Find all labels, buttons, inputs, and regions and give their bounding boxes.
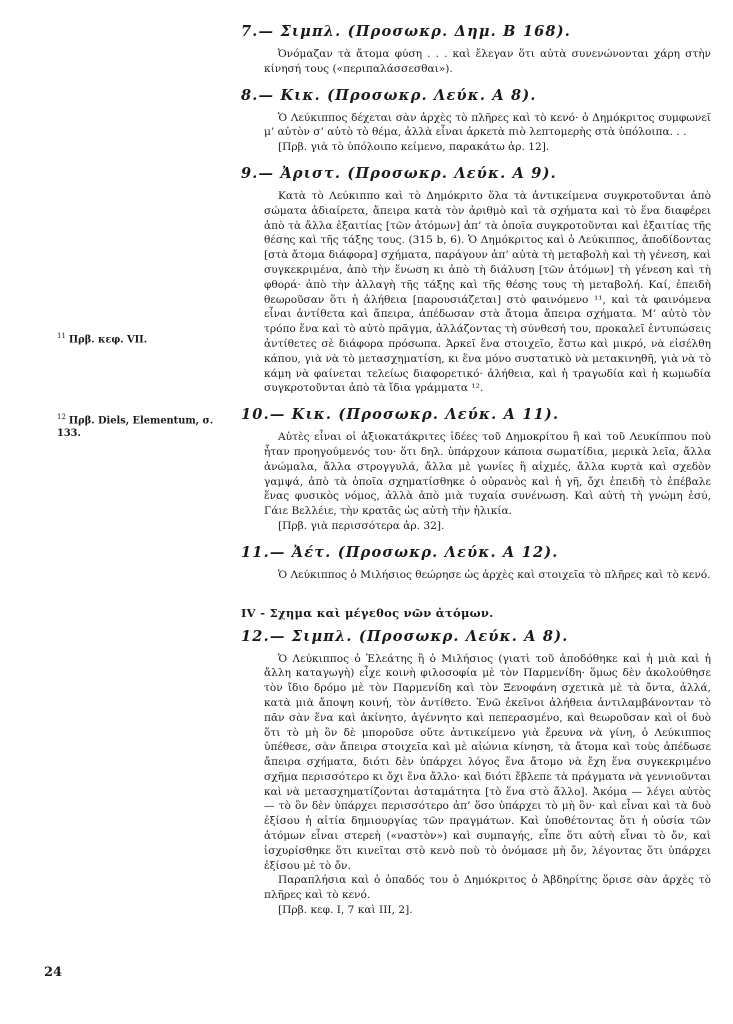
paragraph: Ὁ Λεύκιππος ὁ Μιλήσιος θεώρησε ὡς ἀρχὲς καὶ στοιχεῖα τὸ πλῆρες καὶ τὸ κενό. <box>278 568 711 581</box>
section-heading: 8.— Κικ. (Προσωκρ. Λεύκ. Α 8). <box>241 86 537 104</box>
section-heading: 11.— Ἀέτ. (Προσωκρ. Λεύκ. Α 12). <box>241 543 559 561</box>
paragraph: Ὁ Λεύκιππος ὁ Ἐλεάτης ἢ ὁ Μιλήσιος (γιατὶ τοῦ ἀποδόθηκε καὶ ἡ μιὰ καὶ ἡ ἄλλη καταγωγὴ) εἶχε κοινὴ φιλοσοφία μὲ τὸν Παρμενίδη· ὅμως δὲν ἀκολούθησε τὸν ἴδιο δρόμο μὲ τὸν Παρμενίδη καὶ τὸν Ξενοφάνη σχετικὰ μὲ τὰ ὄντα, ἀλλά, κατὰ μιὰ ἄποψη κοινή, τὸν ἀντίθετο. Ἐνῶ ἐκεῖνοι ἀλήθεια ἀντιλαμβάνονταν τὸ πᾶν σὰν ἕνα καὶ ἀκίνητο, ἀγέννητο καὶ πεπερασμένο, καὶ θεωροῦσαν καὶ οἱ δυὸ ὅτι τὸ μὴ ὂν δὲ μποροῦσε οὔτε ἀντικείμενο γιὰ ἔρευνα νὰ γίνη, ὁ Λεύκιππος ὑπέθεσε, σὰν ἄπειρα στοιχεῖα καὶ μὲ αἰώνια κίνηση, τὰ ἄτομα καὶ τοὺς ἀπέδωσε ἄπειρα σχήματα, διότι δὲν ὑπάρχει λόγος ἕνα ἄτομο νὰ ἔχη ἕνα συγκεκριμένο σχῆμα περισσότερο κι ὄχι ἕνα ἄλλο· καὶ διότι ἔβλεπε τὰ πράγματα νὰ γεννιοῦνται καὶ νὰ μετασχηματίζονται ἀσταμάτητα [τὸ ἕνα στὸ ἄλλο]. Ἀκόμα — λέγει αὐτὸς — τὸ ὂν δὲν ὑπάρχει περισσότερο ἀπ’ ὅσο ὑπάρχει τὸ μὴ ὂν· καὶ εἶναι καὶ τὰ δυὸ ἐξίσου ἡ αἰτία δημιουργίας τῶν πραγμάτων. Καὶ ὑποθέτοντας ὅτι ἡ οὐσία τῶν ἀτόμων εἶναι στερεὴ («ναστὸν») καὶ συμπαγής, εἶπε ὅτι αὐτὴ εἶναι τὸ ὄν, καὶ ἰσχυρίσθηκε ὅτι κινεῖται στὸ κενὸ ποὺ τὸ ὀνόμασε μὴ ὄν, λέγοντας ὅτι ὑπάρχει ἐξίσου μὲ τὸ ὄν. <box>264 652 711 872</box>
section-body <box>264 47 711 77</box>
section-body <box>264 189 711 396</box>
page-number: 24 <box>44 965 63 980</box>
section-body <box>264 430 711 534</box>
footnote-12 <box>57 411 227 440</box>
paragraph: Κατὰ τὸ Λεύκιππο καὶ τὸ Δημόκριτο ὅλα τὰ ἀντικείμενα συγκροτοῦνται ἀπὸ σώματα ἀδιαίρετα, ἄπειρα κατὰ τὸν ἀριθμὸ καὶ τὰ σχήματα καὶ τὸ ἕνα διαφέρει ἀπὸ τὰ ἄλλα ἐξαιτίας [τῶν ἀτόμων] ἀπ’ τὰ ὁποῖα συγκροτοῦνται καὶ ἐξαιτίας τῆς θέσης καὶ τῆς τάξης τους. (315 b, 6). Ὁ Δημόκριτος καὶ ὁ Λεύκιππος, ἀποδίδοντας [στὰ ἄτομα διάφορα] σχήματα, παράγουν ἀπ’ αὐτὰ τὴ μεταβολὴ καὶ τὴ γένεση, καὶ συγκεκριμένα, ἀπὸ τὴν ἕνωση κι ἀπὸ τὴ διάλυση [τῶν ἀτόμων] τὴ γένεση καὶ τὴ φθορά· ἀπὸ τὴν ἀλλαγὴ τῆς τάξης καὶ τῆς θέσης τους τὴ μεταβολή. Καί, ἐπειδὴ θεωροῦσαν ὅτι ἡ ἀλήθεια [παρουσιάζεται] στὸ φαινόμενο ¹¹, καὶ τὰ φαινόμενα εἶναι ἀντίθετα καὶ ἄπειρα, ἀπέδωσαν στὰ ἄτομα ἄπειρα σχήματα. Μ’ αὐτὸ τὸν τρόπο ἕνα καὶ τὸ αὐτὸ πρᾶγμα, ἀλλάζοντας τὴ σύνθεσή του, προκαλεῖ ἐντυπώσεις ἀντίθετες σὲ διάφορα πρόσωπα. Ἀρκεῖ ἕνα στοιχεῖο, ἔστω καὶ μικρό, νὰ εἰσέλθη κάπου, γιὰ νὰ τὸ μετασχηματίση, κι ἕνα μόνο συστατικὸ νὰ μετακινηθῆ, γιὰ νὰ τὸ κάμη νὰ φαίνεται τελείως διαφορετικό· ἀλήθεια, καὶ ἡ τραγωδία καὶ ἡ κωμωδία συγκροτοῦνται ἀπὸ τὰ ἴδια γράμματα ¹². <box>264 189 711 395</box>
section-heading: 12.— Σιμπλ. (Προσωκρ. Λεύκ. Α 8). <box>241 627 569 645</box>
paragraph: Αὐτὲς εἶναι οἱ ἀξιοκατάκριτες ἰδέες τοῦ Δημοκρίτου ἢ καὶ τοῦ Λευκίππου ποὺ ἦταν προηγούμενός του· ὅτι δηλ. ὑπάρχουν κάποια σωματίδια, μερικὰ λεῖα, ἄλλα ἀνώμαλα, ἄλλα στρογγυλά, ἄλλα μὲ γωνίες ἢ αἰχμές, ἄλλα κυρτὰ καὶ σχεδὸν γαμψά, ἀπὸ τὰ ὁποῖα σχηματίσθηκε ὁ οὐρανὸς καὶ ἡ γῆ, ὄχι ἐπειδὴ τὸ ἐπέβαλε ἕνας φυσικὸς νόμος, ἀλλὰ ἀπὸ μιὰ τυχαία συνένωση. Καὶ αὐτὴ τὴ γνώμη ἐσύ, Γάιε Βελλέιε, τὴν κρατᾶς ὡς αὐτὴ τὴν ἡλικία. <box>264 431 711 518</box>
cross-reference: [Πρβ. γιὰ περισσότερα ἀρ. 32]. <box>278 519 445 532</box>
section-heading: 10.— Κικ. (Προσωκρ. Λεύκ. Α 11). <box>241 406 560 424</box>
part-heading: IV - Σχημα καὶ μέγεθος νῶν ἀτόμων. <box>241 605 494 620</box>
section-heading: 7.— Σιμπλ. (Προσωκρ. Δημ. Β 168). <box>241 23 572 40</box>
section-body <box>264 652 711 918</box>
paragraph: Παραπλήσια καὶ ὁ ὁπαδός του ὁ Δημόκριτος ὁ Ἀβδηρίτης ὅρισε σὰν ἀρχὲς τὸ πλῆρες καὶ τὸ κενό. <box>264 874 711 902</box>
paragraph: Ὁ Λεύκιππος δέχεται σὰν ἀρχὲς τὸ πλῆρες καὶ τὸ κενό· ὁ Δημόκριτος συμφωνεῖ μ’ αὐτὸν σ’ αὐτὸ τὸ θέμα, ἀλλὰ εἶναι ἀρκετὰ πιὸ λεπτομερὴς στὰ ὑπόλοιπα. . . <box>264 111 711 139</box>
cross-reference: [Πρβ. κεφ. I, 7 καὶ III, 2]. <box>278 904 413 917</box>
section-heading: 9.— Ἀριστ. (Προσωκρ. Λεύκ. Α 9). <box>241 164 557 182</box>
footnote-text: Πρβ. Diels, Elementum, σ. 133. <box>57 415 214 439</box>
section-body <box>264 568 711 583</box>
paragraph: Ὀνόμαζαν τὰ ἄτομα φύση . . . καὶ ἔλεγαν ὅτι αὐτὰ συνενώνονται χάρη στὴν κίνησή τους («περιπαλάσσεσθαι»). <box>264 48 711 75</box>
footnote-number: 11 <box>57 332 66 340</box>
main-text-column <box>241 22 711 918</box>
section-body <box>264 111 711 155</box>
footnote-number: 12 <box>57 413 66 421</box>
footnote-text: Πρβ. κεφ. VII. <box>68 334 148 346</box>
cross-reference: [Πρβ. γιὰ τὸ ὑπόλοιπο κείμενο, παρακάτω ἀρ. 12]. <box>278 141 550 154</box>
footnote-11 <box>57 330 227 347</box>
